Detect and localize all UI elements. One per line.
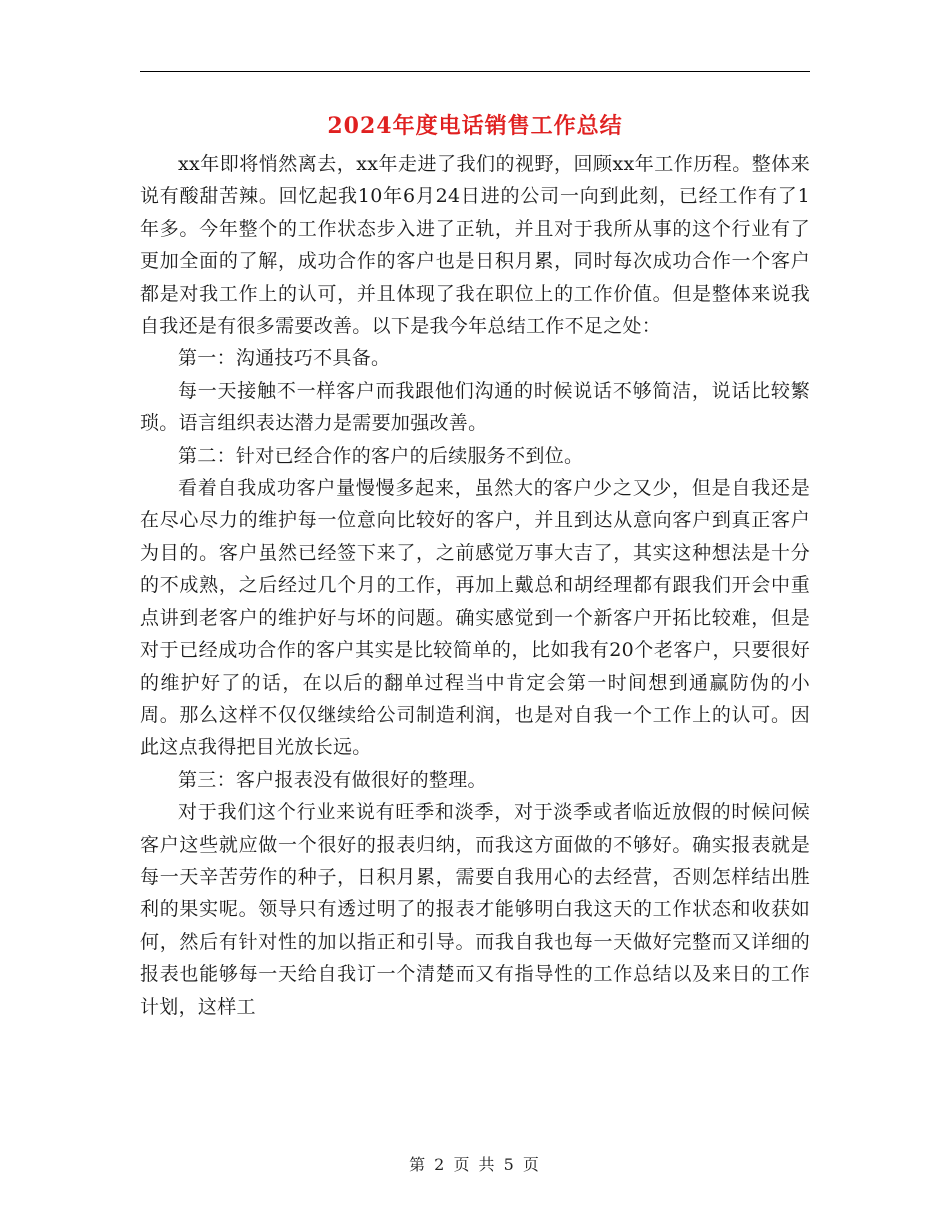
paragraph-body-1: 每一天接触不一样客户而我跟他们沟通的时候说话不够简洁，说话比较繁琐。语言组织表达潜力是需要加强改善。 (140, 379, 810, 435)
paragraph-heading-1: 第一：沟通技巧不具备。 (178, 347, 391, 370)
document-body (140, 148, 810, 1023)
paragraph-heading-2: 第二：针对已经合作的客户的后续服务不到位。 (178, 444, 584, 467)
header-rule (140, 71, 810, 72)
paragraph-body-2: 看着自我成功客户量慢慢多起来，虽然大的客户少之又少，但是自我还是在尽心尽力的维护每一位意向比较好的客户，并且到达从意向客户到真正客户为目的。客户虽然已经签下来了，之前感觉万事大吉了，其实这种想法是十分的不成熟，之后经过几个月的工作，再加上戴总和胡经理都有跟我们开会中重点讲到老客户的维护好与坏的问题。确实感觉到一个新客户开拓比较难，但是对于已经成功合作的客户其实是比较简单的，比如我有20个老客户，只要很好的维护好了的话，在以后的翻单过程当中肯定会第一时间想到通赢防伪的小周。那么这样不仅仅继续给公司制造利润，也是对自我一个工作上的认可。因此这点我得把目光放长远。 (140, 477, 810, 759)
page-number: 第 2 页 共 5 页 (409, 1155, 541, 1174)
paragraph-body-3: 对于我们这个行业来说有旺季和淡季，对于淡季或者临近放假的时候问候客户这些就应做一个很好的报表归纳，而我这方面做的不够好。确实报表就是每一天辛苦劳作的种子，日积月累，需要自我用心的去经营，否则怎样结出胜利的果实呢。领导只有透过明了的报表才能够明白我这天的工作状态和收获如何，然后有针对性的加以指正和引导。而我自我也每一天做好完整而又详细的报表也能够每一天给自我订一个清楚而又有指导性的工作总结以及来日的工作计划，这样工 (140, 801, 810, 1018)
paragraph-intro: xx年即将悄然离去，xx年走进了我们的视野，回顾xx年工作历程。整体来说有酸甜苦辣。回忆起我10年6月24日进的公司一向到此刻，已经工作有了1年多。今年整个的工作状态步入进了正轨，并且对于我所从事的这个行业有了更加全面的了解，成功合作的客户也是日积月累，同时每次成功合作一个客户都是对我工作上的认可，并且体现了我在职位上的工作价值。但是整体来说我自我还是有很多需要改善。以下是我今年总结工作不足之处： (140, 153, 810, 338)
paragraph-heading-3: 第三：客户报表没有做很好的整理。 (178, 768, 487, 791)
document-title: 2024年度电话销售工作总结 (327, 113, 623, 139)
